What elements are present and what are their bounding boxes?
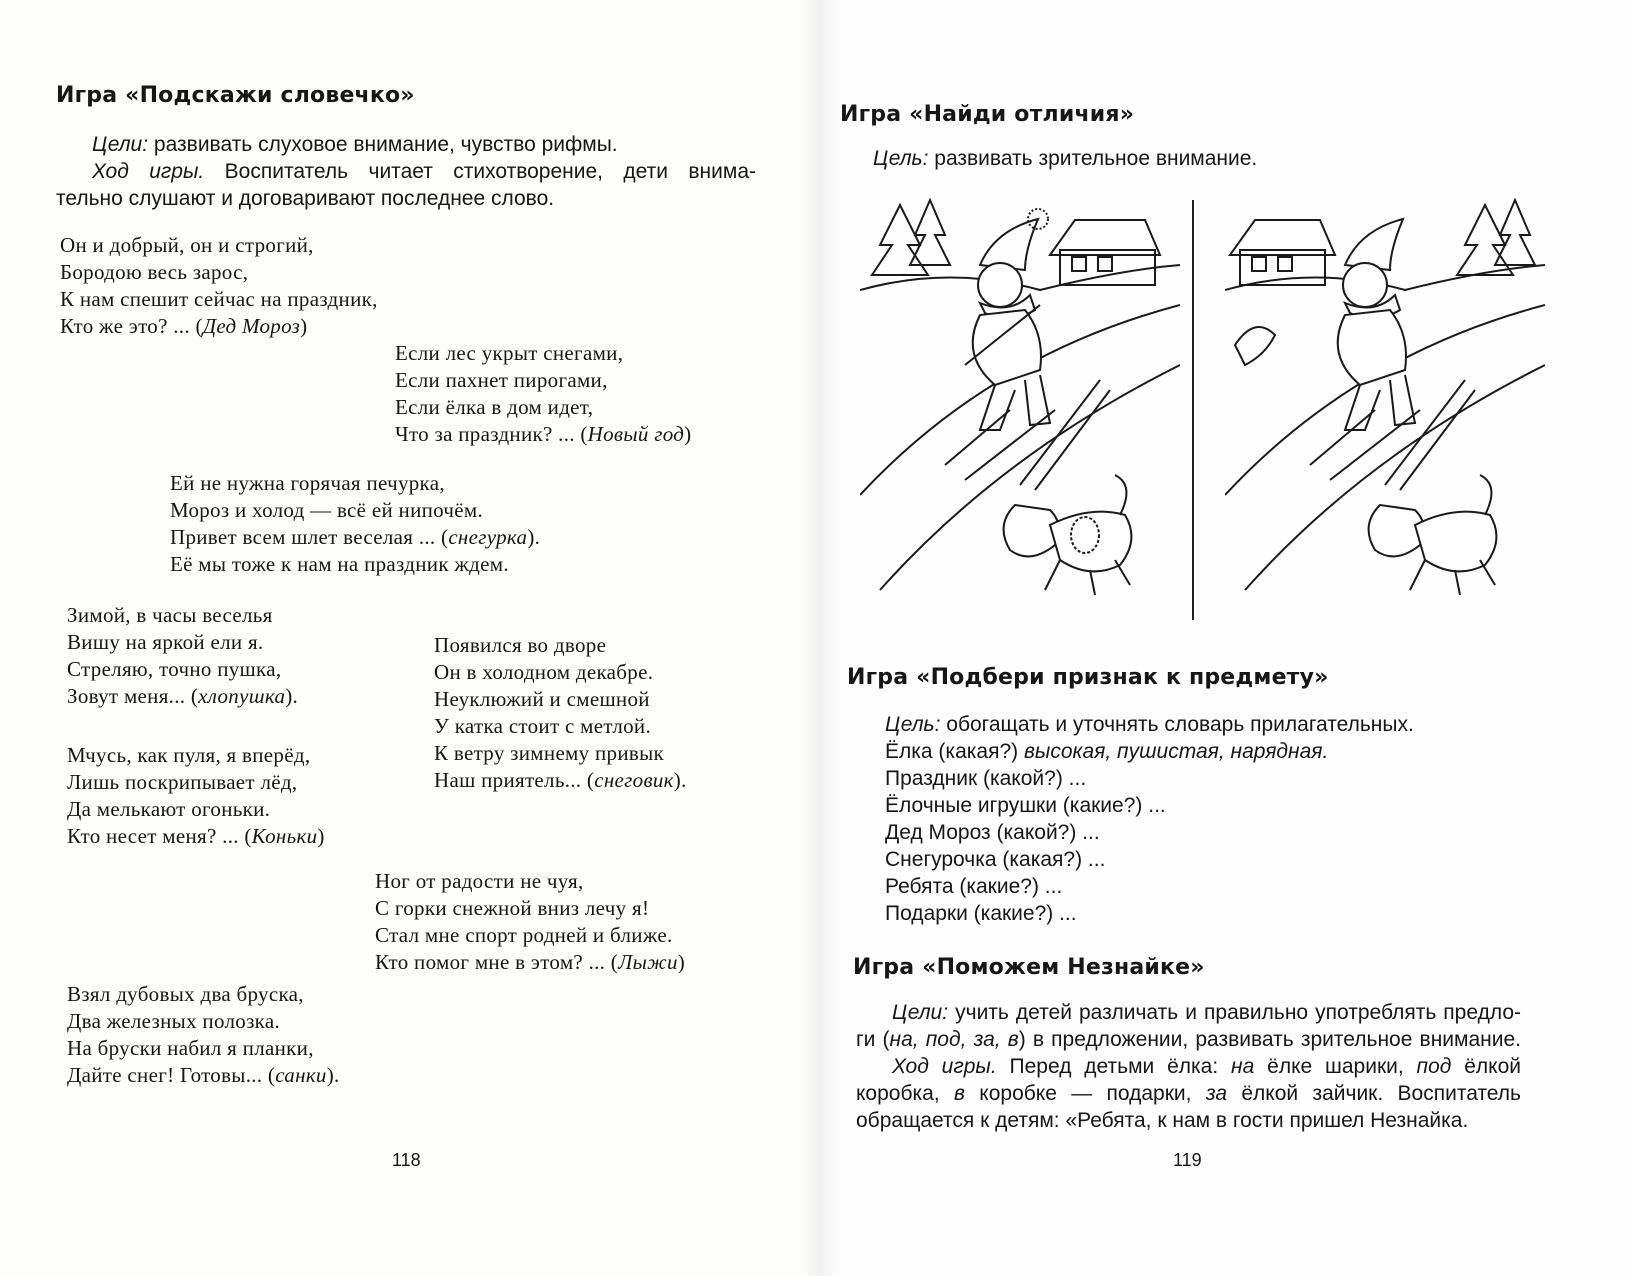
page-number-right: 119	[1173, 1150, 1202, 1170]
right-page	[815, 0, 1632, 1276]
riddle-snegurka: Ей не нужна горячая печурка, Мороз и холод — всё ей нипочём. Привет всем шлет веселая ... (снегурка). Её мы тоже к нам на праздник ждем.	[170, 471, 541, 576]
riddle-novy-god: Если лес укрыт снегами, Если пахнет пирогами, Если ёлка в дом идет, Что за праздник? ... (Новый год)	[395, 341, 692, 446]
page-number-left: 118	[392, 1150, 421, 1170]
riddle-answer: Лыжи	[618, 950, 678, 974]
house-window	[1072, 257, 1086, 271]
riddle-answer: Дед Мороз	[202, 314, 301, 338]
goal-naidi-otlichiya: Цель: развивать зрительное внимание.	[873, 147, 1258, 170]
riddle-sanki: Взял дубовых два бруска, Два железных полозка. На бруски набил я планки, Дайте снег! Готовы... (санки).	[67, 982, 340, 1087]
hat	[1345, 219, 1403, 270]
riddle-answer: Новый год	[587, 422, 685, 446]
ski	[1310, 410, 1420, 480]
riddle-lyzhi: Ног от радости не чуя, С горки снежной вниз лечу я! Стал мне спорт родней и ближе. Кто помог мне в этом? ... (Лыжи)	[375, 869, 686, 974]
list-item: Ребята (какие?) ...	[885, 875, 1063, 898]
riddle-answer: санки	[275, 1063, 327, 1087]
snow-bush	[1235, 327, 1275, 365]
house-window	[1098, 257, 1112, 271]
game-title-podskazhi: Игра «Подскажи словечко»	[56, 83, 415, 108]
book-gutter	[800, 0, 840, 1276]
riddle-konki: Мчусь, как пуля, я вперёд, Лишь поскрипывает лёд, Да мелькают огоньки. Кто несет меня? ... (Коньки)	[67, 743, 325, 848]
dog-body	[1050, 512, 1131, 572]
skier-body	[1338, 310, 1406, 385]
riddle-answer: Коньки	[251, 824, 318, 848]
course-label: Ход игры.	[92, 160, 205, 183]
intro-paragraph: Цели: развивать слуховое внимание, чувство рифмы. Ход игры. Воспитатель читает стихотворение, дети внима- тельно слушают и договаривают последнее слово.	[56, 133, 756, 210]
ski	[1020, 380, 1110, 490]
hat	[980, 219, 1038, 270]
skier-face	[978, 263, 1022, 307]
list-item: Праздник (какой?) ...	[885, 767, 1087, 790]
riddle-answer: снеговик	[594, 768, 674, 792]
riddle-answer: снегурка	[448, 525, 528, 549]
goals-label: Цели:	[92, 133, 149, 156]
dog-body	[1415, 512, 1496, 572]
skier-body	[973, 310, 1041, 385]
riddle-ded-moroz: Он и добрый, он и строгий, Бородою весь зарос, К нам спешит сейчас на праздник, Кто же это? ... (Дед Мороз)	[60, 233, 378, 338]
list-item: Дед Мороз (какой?) ...	[885, 821, 1100, 844]
game-title-naidi-otlichiya: Игра «Найди отличия»	[840, 102, 1135, 127]
game-title-podberi-priznak: Игра «Подбери признак к предмету»	[847, 665, 1329, 690]
list-item: Снегурочка (какая?) ...	[885, 848, 1106, 871]
dog-tail	[1480, 475, 1491, 515]
ski	[945, 410, 1055, 480]
list-item: Ёлочные игрушки (какие?) ...	[885, 794, 1166, 817]
example-answer: высокая, пушистая, нарядная.	[1023, 740, 1329, 763]
pomozhem-neznaike-paragraph: Цели: учить детей различать и правильно употреблять предло- ги (на, под, за, в) в предложении, развивать зрительное внимание. Ход игры. Перед детьми ёлка: на ёлке шарики, под ёлкой коробка, в коробке — подарки, за ёлкой зайчик. Воспитатель обращается к детям: «Ребята, к нам в гости пришел Незнайка.	[856, 1001, 1521, 1132]
house-window	[1278, 257, 1292, 271]
divider-line	[1192, 200, 1194, 620]
game-title-pomozhem-neznaike: Игра «Поможем Незнайке»	[853, 955, 1205, 980]
ski	[1385, 380, 1475, 490]
skier-face	[1343, 263, 1387, 307]
podberi-priznak-block: Цель: обогащать и уточнять словарь прилагательных. Ёлка (какая?) высокая, пушистая, нарядная. Праздник (какой?) ... Ёлочные игрушки (какие?) ... Дед Мороз (какой?) ... Снегурочка (какая?) ... Ребята (какие?) ... Подарки (какие?) ...	[885, 713, 1414, 925]
illustration-skier-left	[860, 195, 1180, 615]
illustration-skier-right	[1225, 195, 1545, 615]
dog-tail	[1115, 475, 1126, 515]
riddle-snegovik: Появился во дворе Он в холодном декабре. Неуклюжий и смешной У катка стоит с метлой. К ветру зимнему привык Наш приятель... (снеговик).	[434, 633, 687, 792]
riddle-answer: хлопушка	[198, 684, 286, 708]
house-window	[1252, 257, 1266, 271]
left-page	[0, 0, 815, 1276]
list-item: Подарки (какие?) ...	[885, 902, 1077, 925]
riddle-khlopushka: Зимой, в часы веселья Вишу на яркой ели я. Стреляю, точно пушка, Зовут меня... (хлопушка).	[67, 603, 299, 708]
